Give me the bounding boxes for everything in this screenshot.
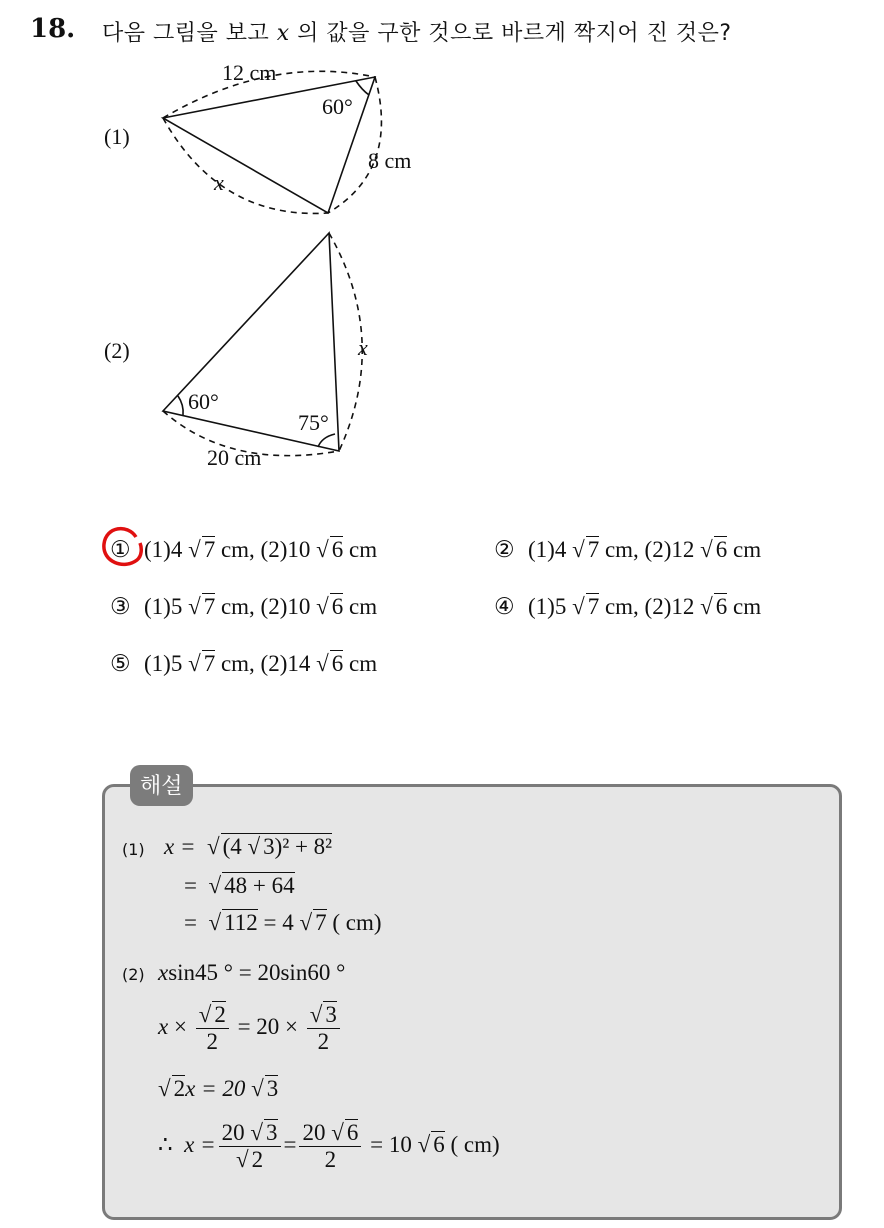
solution-l7-n1r: 3 <box>266 1120 278 1145</box>
choice-2-r1: 7 <box>587 537 600 562</box>
solution-l3-eq: = <box>184 910 197 935</box>
choice-3-r2: 6 <box>331 594 344 619</box>
choice-1-u1: cm, (2)10 <box>215 537 317 562</box>
solution-part1-label: (1) <box>122 840 145 859</box>
solution-l6-rest: x = 20 <box>185 1076 252 1101</box>
choice-3-p1: (1)5 <box>144 594 189 619</box>
choice-3-u1: cm, (2)10 <box>215 594 317 619</box>
solution-line-6: √ 2x = 20 √ 3 <box>158 1076 279 1101</box>
solution-part2-label: (2) <box>122 965 145 984</box>
choice-4-u1: cm, (2)12 <box>599 594 701 619</box>
choice-2-u2: cm <box>727 537 762 562</box>
triangle-2 <box>163 233 362 456</box>
choice-4-p1: (1)5 <box>528 594 573 619</box>
figure-1-label: (1) <box>104 124 130 149</box>
choice-5-u2: cm <box>343 651 378 676</box>
choice-1-p1: (1)4 <box>144 537 189 562</box>
figure-1-angle: 60° <box>322 94 353 119</box>
solution-l1-rhs-r: 3 <box>263 834 275 859</box>
choice-5-r2: 6 <box>331 651 344 676</box>
solution-line-4 <box>158 960 345 986</box>
solution-l5-frac2: $\frac{√ 3}{2}$ <box>307 1002 340 1055</box>
solution-line-7: ∴ x = $\frac{20 √ 3}{√ 2}$ = $\frac{20 √ 6}{2}$ = 10 √ 6 ( cm) <box>158 1120 500 1172</box>
figure-1-side-right: 8 cm <box>368 148 412 173</box>
solution-l4-text: sin45 ° = 20sin60 ° <box>168 960 346 985</box>
figure-2-angle-left: 60° <box>188 389 219 414</box>
solution-line-5 <box>158 1002 343 1055</box>
choice-3-u2: cm <box>343 594 378 619</box>
choice-2-r2: 6 <box>715 537 728 562</box>
choice-1-r2: 6 <box>331 537 344 562</box>
solution-l1-lhs: x = <box>164 834 196 859</box>
solution-l5-d1: 2 <box>206 1029 219 1054</box>
solution-l7-eq: = <box>283 1131 297 1157</box>
solution-line-2: = √ 48 + 64 <box>184 873 295 898</box>
question-text-after: 의 값을 구한 것으로 바르게 짝지어 진 것은? <box>289 21 732 46</box>
solution-l5-frac1: $\frac{√ 2}{2}$ <box>196 1002 229 1055</box>
figure-2-side-bottom: 20 cm <box>207 445 262 470</box>
solution-l1-rhs-a: (4 <box>222 834 248 859</box>
question-number: 18. <box>30 14 76 44</box>
solution-l3-unit: ( cm) <box>326 910 382 935</box>
solution-l7-n2r: 6 <box>346 1120 359 1145</box>
choice-5-r1: 7 <box>203 651 216 676</box>
choice-2-p1: (1)4 <box>528 537 573 562</box>
solution-tag: 해설 <box>130 765 193 806</box>
solution-l5-times: × <box>168 1013 193 1039</box>
choice-2[interactable]: ② (1)4 √ 7 cm, (2)12 √ 6 cm <box>494 537 762 562</box>
question-text-before: 다음 그림을 보고 <box>102 21 277 46</box>
solution-l7-n1a: 20 <box>221 1120 251 1145</box>
solution-l7-x: x = <box>184 1131 216 1157</box>
solution-l7-therefore: ∴ <box>158 1131 173 1157</box>
solution-l6-r: 2 <box>173 1076 186 1101</box>
figure-2-side-x: x <box>358 335 368 360</box>
solution-l5-n2: 3 <box>325 1002 337 1027</box>
solution-line-1: x = √ (4 √ 3)² + 8² <box>164 834 333 859</box>
choice-1-u2: cm <box>343 537 378 562</box>
figure-2-angle-bottom: 75° <box>298 410 329 435</box>
solution-l7-d2: 2 <box>324 1147 337 1172</box>
choice-4-u2: cm <box>727 594 762 619</box>
solution-l7-unit: ( cm) <box>444 1131 500 1157</box>
choice-5[interactable]: ⑤ (1)5 √ 7 cm, (2)14 √ 6 cm <box>110 651 378 676</box>
choice-2-mark: ② <box>494 537 515 562</box>
solution-l3-r: 7 <box>315 910 327 935</box>
solution-l4-x: x <box>158 960 169 985</box>
choice-4[interactable]: ④ (1)5 √ 7 cm, (2)12 √ 6 cm <box>494 594 762 619</box>
triangle-1 <box>163 71 381 213</box>
choice-5-p1: (1)5 <box>144 651 189 676</box>
solution-l7-res: = 10 <box>364 1131 418 1157</box>
solution-l3-rad: 112 <box>224 910 258 935</box>
triangle-2-angle-arc-left <box>178 396 183 415</box>
choice-5-u1: cm, (2)14 <box>215 651 317 676</box>
solution-l5-n1: 2 <box>214 1002 226 1027</box>
solution-line-3: = √ 112 = 4 √ 7 ( cm) <box>184 910 382 935</box>
choice-3[interactable]: ③ (1)5 √ 7 cm, (2)10 √ 6 cm <box>110 594 378 619</box>
choice-5-mark: ⑤ <box>110 651 131 676</box>
question-variable: x <box>276 21 290 46</box>
solution-l3-mid: = 4 <box>257 910 300 935</box>
choice-3-mark: ③ <box>110 594 131 619</box>
solution-l7-resr: 6 <box>433 1131 445 1157</box>
choice-4-mark: ④ <box>494 594 515 619</box>
solution-l5-mid: = 20 × <box>231 1013 304 1039</box>
solution-l7-n2a: 20 <box>302 1120 332 1145</box>
solution-l7-d1r: 2 <box>251 1147 264 1172</box>
solution-l1-radicand: (4 √ 3)² + 8² <box>222 834 333 859</box>
solution-l5-x: x <box>158 1013 169 1039</box>
figure-1-side-x: x <box>214 170 224 195</box>
choice-1[interactable]: ① (1)4 √ 7 cm, (2)10 √ 6 cm <box>110 537 378 562</box>
choice-2-u1: cm, (2)12 <box>599 537 701 562</box>
solution-l2-eq: = <box>184 873 197 898</box>
choice-1-mark: ① <box>110 537 131 562</box>
triangle-1-angle-arc <box>356 81 369 95</box>
solution-l5-d2: 2 <box>317 1029 330 1054</box>
choice-3-r1: 7 <box>203 594 216 619</box>
choice-1-r1: 7 <box>203 537 216 562</box>
solution-l7-frac1: $\frac{20 √ 3}{√ 2}$ <box>219 1120 281 1173</box>
figure-2-label: (2) <box>104 338 130 363</box>
solution-l7-frac2: $\frac{20 √ 6}{2}$ <box>299 1120 361 1173</box>
choice-4-r2: 6 <box>715 594 728 619</box>
figure-1-side-top: 12 cm <box>222 60 277 85</box>
choice-4-r1: 7 <box>587 594 600 619</box>
solution-l2-rad: 48 + 64 <box>224 873 295 898</box>
solution-l1-rhs-b: )² + 8² <box>274 834 333 859</box>
solution-l6-r2: 3 <box>266 1076 279 1101</box>
